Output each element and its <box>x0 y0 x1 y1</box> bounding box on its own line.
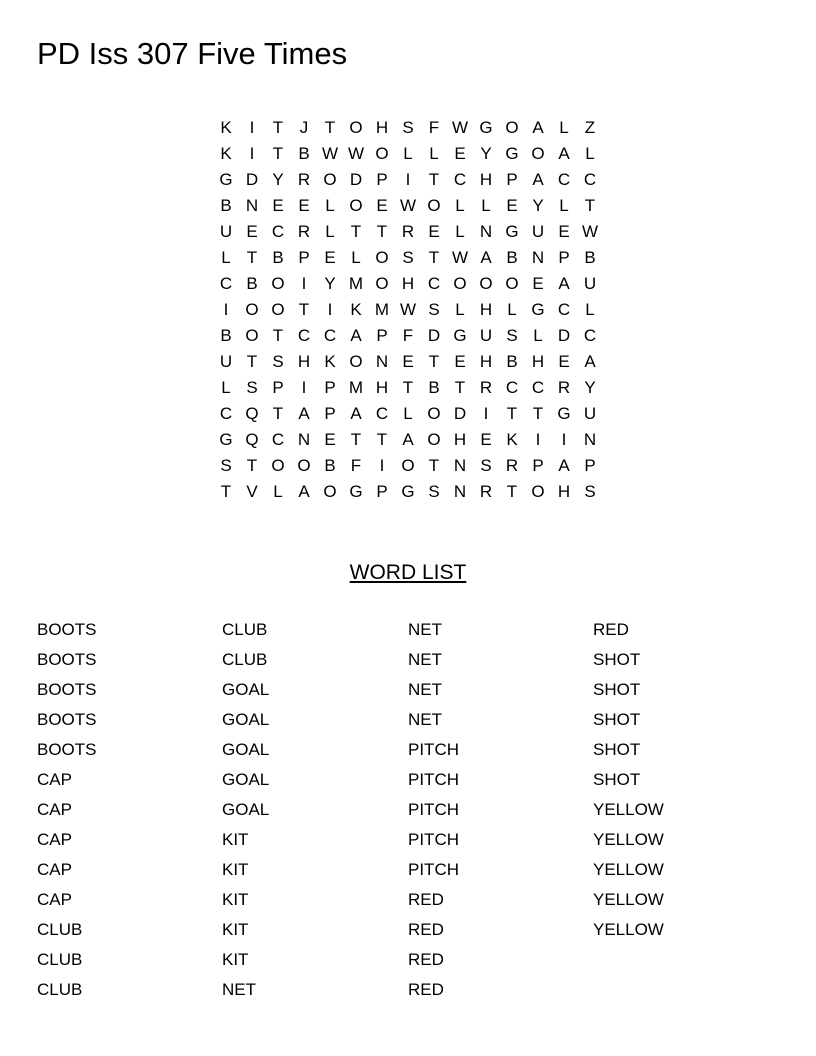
grid-letter: O <box>427 430 441 449</box>
grid-letter: A <box>584 352 596 371</box>
grid-letter: M <box>348 378 364 397</box>
word-list-item: CLUB <box>37 920 83 939</box>
word-list-heading-text: WORD LIST <box>349 561 467 584</box>
word-list-column-4 <box>593 615 773 945</box>
grid-letter: C <box>557 170 571 189</box>
grid-letter: T <box>428 248 440 267</box>
word-search-grid <box>213 115 603 505</box>
grid-letter: K <box>506 430 518 449</box>
word-list-item: YELLOW <box>593 830 664 849</box>
grid-letter: K <box>324 352 336 371</box>
grid-letter: N <box>583 430 597 449</box>
grid-letter: W <box>399 300 417 319</box>
word-list-item: CLUB <box>222 650 268 669</box>
grid-letter: C <box>271 430 285 449</box>
grid-letter: H <box>375 118 389 137</box>
grid-letter: B <box>584 248 596 267</box>
grid-letter: U <box>479 326 493 345</box>
grid-letter: U <box>219 222 233 241</box>
grid-letter: S <box>506 326 518 345</box>
grid-letter: T <box>402 378 414 397</box>
grid-letter: C <box>557 300 571 319</box>
grid-letter: T <box>246 248 258 267</box>
grid-letter: S <box>402 248 414 267</box>
grid-letter: W <box>451 248 469 267</box>
grid-letter: G <box>531 300 545 319</box>
word-list-item: YELLOW <box>593 920 664 939</box>
grid-letter: L <box>559 118 569 137</box>
grid-letter: L <box>403 404 413 423</box>
grid-letter: E <box>298 196 310 215</box>
word-list-item: CAP <box>37 800 72 819</box>
grid-letter: V <box>246 482 258 501</box>
grid-letter: B <box>324 456 336 475</box>
word-list-item: CAP <box>37 860 72 879</box>
grid-letter: N <box>453 482 467 501</box>
grid-letter: L <box>455 300 465 319</box>
word-list-item: NET <box>408 620 442 639</box>
grid-letter: H <box>479 170 493 189</box>
grid-letter: H <box>401 274 415 293</box>
grid-letter: E <box>454 352 466 371</box>
word-list-item: GOAL <box>222 770 270 789</box>
grid-letter: D <box>427 326 441 345</box>
grid-letter: O <box>375 274 389 293</box>
grid-letter: R <box>479 482 493 501</box>
grid-letter: T <box>350 222 362 241</box>
grid-letter: P <box>376 482 388 501</box>
grid-letter: E <box>558 222 570 241</box>
grid-letter: O <box>323 170 337 189</box>
grid-letter: E <box>454 144 466 163</box>
grid-letter: G <box>453 326 467 345</box>
grid-letter: G <box>505 144 519 163</box>
grid-letter: E <box>480 430 492 449</box>
word-list-column-3 <box>408 615 588 1005</box>
grid-letter: D <box>453 404 467 423</box>
grid-row <box>213 479 603 505</box>
grid-letter: R <box>479 378 493 397</box>
grid-letter: I <box>301 378 307 397</box>
grid-letter: I <box>327 300 333 319</box>
grid-letter: A <box>558 456 570 475</box>
grid-letter: O <box>297 456 311 475</box>
grid-letter: O <box>505 274 519 293</box>
grid-letter: O <box>427 196 441 215</box>
grid-letter: A <box>298 482 310 501</box>
grid-letter: L <box>273 482 283 501</box>
grid-letter: E <box>246 222 258 241</box>
grid-letter: P <box>272 378 284 397</box>
grid-letter: K <box>350 300 362 319</box>
grid-letter: G <box>557 404 571 423</box>
grid-letter: Y <box>480 144 492 163</box>
word-list-item: CAP <box>37 770 72 789</box>
word-list-item: RED <box>408 920 444 939</box>
grid-letter: G <box>219 430 233 449</box>
grid-letter: G <box>401 482 415 501</box>
grid-letter: W <box>581 222 599 241</box>
grid-letter: W <box>399 196 417 215</box>
grid-letter: E <box>324 248 336 267</box>
grid-letter: A <box>298 404 310 423</box>
grid-letter: N <box>245 196 259 215</box>
grid-letter: L <box>351 248 361 267</box>
grid-letter: M <box>374 300 390 319</box>
grid-letter: S <box>428 300 440 319</box>
grid-letter: G <box>479 118 493 137</box>
grid-letter: O <box>245 326 259 345</box>
grid-letter: O <box>427 404 441 423</box>
grid-letter: C <box>375 404 389 423</box>
grid-letter: H <box>453 430 467 449</box>
grid-letter: B <box>428 378 440 397</box>
grid-letter: L <box>585 300 595 319</box>
word-list-item: BOOTS <box>37 710 97 729</box>
grid-letter: H <box>479 352 493 371</box>
grid-letter: O <box>349 352 363 371</box>
grid-letter: O <box>349 196 363 215</box>
grid-letter: L <box>221 248 231 267</box>
word-list-item: PITCH <box>408 800 459 819</box>
grid-letter: I <box>535 430 541 449</box>
grid-letter: W <box>321 144 339 163</box>
grid-letter: J <box>299 118 309 137</box>
grid-letter: T <box>376 430 388 449</box>
grid-letter: N <box>531 248 545 267</box>
grid-letter: S <box>428 482 440 501</box>
word-list-item: KIT <box>222 950 249 969</box>
grid-letter: C <box>505 378 519 397</box>
grid-letter: C <box>297 326 311 345</box>
grid-letter: L <box>403 144 413 163</box>
grid-letter: B <box>220 196 232 215</box>
grid-letter: R <box>505 456 519 475</box>
page-title: PD Iss 307 Five Times <box>37 36 348 71</box>
word-list-item: KIT <box>222 860 249 879</box>
grid-row <box>213 219 603 245</box>
grid-letter: C <box>219 274 233 293</box>
grid-letter: Y <box>324 274 336 293</box>
grid-letter: B <box>272 248 284 267</box>
grid-letter: A <box>532 118 544 137</box>
grid-letter: H <box>531 352 545 371</box>
grid-letter: E <box>402 352 414 371</box>
word-list-item: CAP <box>37 890 72 909</box>
word-list-item: BOOTS <box>37 680 97 699</box>
grid-letter: N <box>297 430 311 449</box>
grid-letter: T <box>506 482 518 501</box>
grid-letter: T <box>584 196 596 215</box>
grid-letter: L <box>507 300 517 319</box>
grid-letter: N <box>453 456 467 475</box>
grid-letter: O <box>271 456 285 475</box>
grid-letter: A <box>350 404 362 423</box>
grid-letter: T <box>428 456 440 475</box>
grid-letter: G <box>505 222 519 241</box>
grid-row <box>213 115 603 141</box>
grid-letter: I <box>379 456 385 475</box>
grid-letter: R <box>297 170 311 189</box>
word-list-item: RED <box>408 980 444 999</box>
grid-letter: R <box>297 222 311 241</box>
grid-letter: E <box>506 196 518 215</box>
grid-letter: S <box>272 352 284 371</box>
grid-row <box>213 427 603 453</box>
word-list-item: NET <box>222 980 256 999</box>
grid-letter: O <box>271 274 285 293</box>
grid-letter: T <box>532 404 544 423</box>
grid-row <box>213 453 603 479</box>
grid-letter: K <box>220 118 232 137</box>
grid-letter: I <box>249 144 255 163</box>
grid-letter: O <box>375 144 389 163</box>
grid-letter: O <box>323 482 337 501</box>
grid-letter: N <box>375 352 389 371</box>
grid-letter: P <box>558 248 570 267</box>
grid-letter: L <box>325 222 335 241</box>
grid-row <box>213 271 603 297</box>
grid-letter: S <box>402 118 414 137</box>
grid-letter: T <box>246 456 258 475</box>
word-list-item: PITCH <box>408 770 459 789</box>
grid-letter: F <box>402 326 414 345</box>
word-list-item: RED <box>593 620 629 639</box>
word-list-item: GOAL <box>222 740 270 759</box>
grid-letter: U <box>531 222 545 241</box>
grid-letter: T <box>272 144 284 163</box>
grid-letter: Y <box>532 196 544 215</box>
word-list-item: CLUB <box>222 620 268 639</box>
grid-letter: Z <box>584 118 596 137</box>
word-list-item: YELLOW <box>593 890 664 909</box>
grid-letter: P <box>324 378 336 397</box>
grid-letter: O <box>531 144 545 163</box>
grid-row <box>213 297 603 323</box>
word-list-item: SHOT <box>593 740 641 759</box>
grid-letter: I <box>561 430 567 449</box>
grid-letter: E <box>272 196 284 215</box>
grid-letter: I <box>301 274 307 293</box>
grid-letter: S <box>220 456 232 475</box>
grid-letter: K <box>220 144 232 163</box>
grid-letter: L <box>585 144 595 163</box>
word-list-column-2 <box>222 615 402 1005</box>
grid-letter: P <box>298 248 310 267</box>
grid-letter: F <box>350 456 362 475</box>
word-list-item: GOAL <box>222 680 270 699</box>
word-list-item: NET <box>408 680 442 699</box>
grid-letter: A <box>480 248 492 267</box>
grid-letter: W <box>451 118 469 137</box>
word-list-item: SHOT <box>593 710 641 729</box>
grid-letter: L <box>221 378 231 397</box>
word-list-item: SHOT <box>593 770 641 789</box>
grid-letter: L <box>429 144 439 163</box>
grid-letter: T <box>272 326 284 345</box>
grid-row <box>213 401 603 427</box>
grid-letter: R <box>557 378 571 397</box>
grid-letter: I <box>249 118 255 137</box>
grid-letter: Q <box>245 430 259 449</box>
word-list-item: CAP <box>37 830 72 849</box>
grid-letter: S <box>246 378 258 397</box>
word-list-item: BOOTS <box>37 650 97 669</box>
grid-letter: H <box>375 378 389 397</box>
grid-letter: D <box>557 326 571 345</box>
grid-letter: L <box>325 196 335 215</box>
grid-letter: O <box>505 118 519 137</box>
word-list-item: GOAL <box>222 800 270 819</box>
grid-row <box>213 323 603 349</box>
grid-letter: C <box>583 326 597 345</box>
grid-letter: T <box>376 222 388 241</box>
grid-letter: T <box>246 352 258 371</box>
grid-letter: D <box>245 170 259 189</box>
grid-letter: T <box>428 170 440 189</box>
word-list-item: BOOTS <box>37 740 97 759</box>
word-list-item: CLUB <box>37 980 83 999</box>
grid-letter: T <box>324 118 336 137</box>
grid-letter: O <box>349 118 363 137</box>
word-list-item: NET <box>408 650 442 669</box>
grid-letter: E <box>376 196 388 215</box>
grid-letter: T <box>220 482 232 501</box>
grid-letter: G <box>219 170 233 189</box>
grid-letter: P <box>584 456 596 475</box>
word-list-item: RED <box>408 950 444 969</box>
grid-letter: S <box>480 456 492 475</box>
grid-letter: Y <box>584 378 596 397</box>
grid-letter: L <box>559 196 569 215</box>
grid-letter: U <box>583 274 597 293</box>
grid-letter: B <box>246 274 258 293</box>
grid-letter: T <box>350 430 362 449</box>
grid-letter: A <box>558 144 570 163</box>
grid-letter: C <box>219 404 233 423</box>
grid-letter: S <box>584 482 596 501</box>
word-list-item: SHOT <box>593 680 641 699</box>
grid-letter: B <box>220 326 232 345</box>
grid-letter: I <box>483 404 489 423</box>
grid-letter: O <box>531 482 545 501</box>
grid-letter: H <box>557 482 571 501</box>
grid-letter: U <box>219 352 233 371</box>
grid-letter: D <box>349 170 363 189</box>
grid-letter: E <box>324 430 336 449</box>
grid-row <box>213 141 603 167</box>
grid-letter: B <box>506 352 518 371</box>
grid-letter: B <box>506 248 518 267</box>
grid-letter: E <box>532 274 544 293</box>
grid-letter: L <box>455 222 465 241</box>
grid-letter: A <box>558 274 570 293</box>
grid-letter: P <box>532 456 544 475</box>
grid-letter: H <box>479 300 493 319</box>
word-list-item: PITCH <box>408 740 459 759</box>
grid-letter: O <box>453 274 467 293</box>
grid-letter: I <box>223 300 229 319</box>
grid-letter: R <box>401 222 415 241</box>
word-list-item: BOOTS <box>37 620 97 639</box>
word-list-item: KIT <box>222 890 249 909</box>
grid-letter: O <box>479 274 493 293</box>
grid-letter: B <box>298 144 310 163</box>
grid-letter: O <box>271 300 285 319</box>
grid-letter: Q <box>245 404 259 423</box>
grid-letter: O <box>401 456 415 475</box>
grid-letter: I <box>405 170 411 189</box>
grid-letter: C <box>453 170 467 189</box>
grid-letter: P <box>324 404 336 423</box>
word-list-item: PITCH <box>408 860 459 879</box>
grid-row <box>213 375 603 401</box>
word-list-column-1 <box>37 615 217 1005</box>
grid-letter: M <box>348 274 364 293</box>
grid-letter: W <box>347 144 365 163</box>
grid-letter: C <box>271 222 285 241</box>
grid-letter: P <box>376 170 388 189</box>
grid-row <box>213 349 603 375</box>
word-list-item: CLUB <box>37 950 83 969</box>
grid-letter: T <box>272 118 284 137</box>
word-list-item: KIT <box>222 830 249 849</box>
word-list-item: RED <box>408 890 444 909</box>
grid-letter: C <box>427 274 441 293</box>
word-list-item: SHOT <box>593 650 641 669</box>
grid-row <box>213 167 603 193</box>
grid-letter: O <box>375 248 389 267</box>
grid-row <box>213 245 603 271</box>
grid-letter: A <box>402 430 414 449</box>
grid-letter: L <box>481 196 491 215</box>
grid-letter: U <box>583 404 597 423</box>
grid-row <box>213 193 603 219</box>
grid-letter: L <box>455 196 465 215</box>
word-list-heading <box>0 559 816 587</box>
grid-letter: E <box>428 222 440 241</box>
word-list-item: GOAL <box>222 710 270 729</box>
grid-letter: Y <box>272 170 284 189</box>
word-list-item: YELLOW <box>593 860 664 879</box>
word-list-item: YELLOW <box>593 800 664 819</box>
grid-letter: L <box>533 326 543 345</box>
grid-letter: T <box>272 404 284 423</box>
word-list-item: PITCH <box>408 830 459 849</box>
grid-letter: F <box>428 118 440 137</box>
grid-letter: E <box>558 352 570 371</box>
grid-letter: O <box>245 300 259 319</box>
grid-letter: C <box>323 326 337 345</box>
grid-letter: A <box>350 326 362 345</box>
grid-letter: T <box>298 300 310 319</box>
grid-letter: T <box>506 404 518 423</box>
word-list-item: KIT <box>222 920 249 939</box>
grid-letter: C <box>583 170 597 189</box>
grid-letter: T <box>454 378 466 397</box>
grid-letter: P <box>506 170 518 189</box>
grid-letter: G <box>349 482 363 501</box>
word-list-item: NET <box>408 710 442 729</box>
grid-letter: A <box>532 170 544 189</box>
grid-letter: P <box>376 326 388 345</box>
grid-letter: N <box>479 222 493 241</box>
grid-letter: H <box>297 352 311 371</box>
grid-letter: C <box>531 378 545 397</box>
grid-letter: T <box>428 352 440 371</box>
